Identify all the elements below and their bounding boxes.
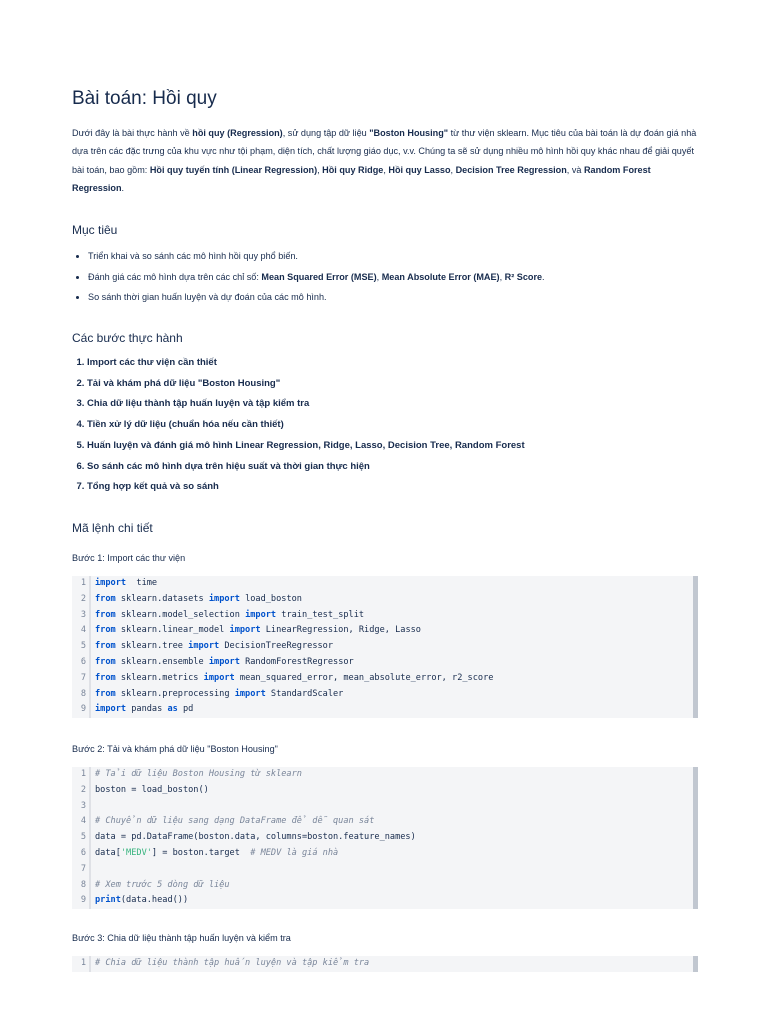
- code-text: [91, 767, 302, 783]
- code-keyword: from: [95, 625, 116, 636]
- line-number: 5: [72, 830, 91, 846]
- code-token: sklearn.tree: [115, 641, 189, 652]
- code-line: [72, 608, 693, 624]
- code-section-heading: Mã lệnh chi tiết: [72, 521, 153, 535]
- line-number: 9: [72, 702, 91, 718]
- code-text: [91, 846, 338, 862]
- code-token: sklearn.metrics: [115, 672, 204, 683]
- code-token: StandardScaler: [265, 688, 344, 699]
- code-token: sklearn.linear_model: [115, 625, 230, 636]
- goal-text: ,: [376, 271, 382, 282]
- code-line: [72, 702, 693, 718]
- code-keyword: from: [95, 656, 116, 667]
- code-line: [72, 862, 693, 878]
- goal-item: [88, 246, 545, 267]
- step-item: 2. Tải và khám phá dữ liệu "Boston Housing": [87, 374, 525, 395]
- line-number: 3: [72, 799, 91, 815]
- intro-text: từ thư viện sklearn. Mục tiêu của bài toán là dự đoán giá nhà dựa trên các đặc trưng của khu vực như tội phạm, diện tích, chất lượng giáo dục, v.v. Chúng ta sẽ sử dụng nhiều mô hình hồi quy khác nhau để giải quyết bài toán, bao gồm:: [72, 128, 697, 175]
- code-token: data[: [95, 847, 121, 858]
- code-comment: # Chia dữ liệu thành tập huấn luyện và tập kiểm tra: [95, 958, 370, 968]
- code-keyword: import: [234, 688, 266, 699]
- line-number: 5: [72, 639, 91, 655]
- code-line: [72, 830, 693, 846]
- code-text: [91, 878, 230, 894]
- code-token: LinearRegression, Ridge, Lasso: [260, 625, 421, 636]
- code-line: [72, 639, 693, 655]
- code-keyword: import: [188, 641, 220, 652]
- code-line: [72, 814, 693, 830]
- intro-text: ,: [450, 164, 456, 175]
- code-token: sklearn.ensemble: [115, 656, 209, 667]
- code-token: RandomForestRegressor: [239, 656, 354, 667]
- line-number: 2: [72, 783, 91, 799]
- line-number: 8: [72, 878, 91, 894]
- line-number: 6: [72, 655, 91, 671]
- code-keyword: from: [95, 641, 116, 652]
- code-keyword: as: [167, 704, 178, 715]
- code-keyword: import: [95, 578, 127, 588]
- code-text: [91, 956, 369, 972]
- goal-item: [88, 267, 545, 288]
- code-text: [91, 639, 333, 655]
- intro-bold: "Boston Housing": [369, 128, 449, 138]
- goal-bold: R² Score: [504, 271, 543, 282]
- intro-bold: Hồi quy Lasso: [388, 164, 451, 175]
- code-line: [72, 655, 693, 671]
- code-line: [72, 893, 693, 909]
- page-title: Bài toán: Hồi quy: [72, 88, 217, 109]
- step2-label: Bước 2: Tải và khám phá dữ liệu "Boston Housing": [72, 744, 278, 754]
- goal-text: So sánh thời gian huấn luyện và dự đoán của các mô hình.: [88, 292, 327, 302]
- line-number: 9: [72, 893, 91, 909]
- code-keyword: print: [95, 895, 121, 906]
- line-number: 1: [72, 576, 91, 592]
- step-item: 3. Chia dữ liệu thành tập huấn luyện và tập kiểm tra: [87, 394, 525, 415]
- code-text: [91, 623, 421, 639]
- intro-bold: Random Forest Regression: [72, 164, 651, 193]
- step-item: 7. Tổng hợp kết quả và so sánh: [87, 477, 525, 498]
- code-text: [91, 576, 157, 592]
- code-comment: # Chuyển dữ liệu sang dạng DataFrame để dễ quan sát: [95, 816, 375, 827]
- code-text: [91, 687, 343, 703]
- steps-list: [72, 353, 525, 498]
- step-item: 4. Tiền xử lý dữ liệu (chuẩn hóa nếu cần thiết): [87, 415, 525, 436]
- code-comment: # MEDV là giá nhà: [250, 847, 339, 858]
- intro-text: .: [121, 182, 125, 193]
- code-keyword: import: [95, 704, 127, 715]
- intro-bold: Decision Tree Regression: [455, 164, 567, 175]
- code-keyword: from: [95, 593, 116, 604]
- code-text: [91, 702, 193, 718]
- step-item: 5. Huấn luyện và đánh giá mô hình Linear Regression, Ridge, Lasso, Decision Tree, Random Forest: [87, 436, 525, 457]
- line-number: 1: [72, 767, 91, 783]
- code-block-step3: [72, 956, 698, 972]
- code-token: train_test_split: [276, 609, 365, 620]
- code-text: [91, 893, 188, 909]
- line-number: 3: [72, 608, 91, 624]
- intro-text: , sử dụng tập dữ liệu: [282, 128, 370, 138]
- code-comment: # Xem trước 5 dòng dữ liệu: [95, 879, 230, 890]
- goal-item: [88, 287, 545, 308]
- code-text: [91, 814, 374, 830]
- code-text: [91, 671, 493, 687]
- code-keyword: import: [208, 656, 240, 667]
- code-token: load_boston: [239, 593, 302, 604]
- goal-bold: Mean Squared Error (MSE): [261, 271, 377, 282]
- intro-text: ,: [383, 164, 389, 175]
- code-token: DecisionTreeRegressor: [219, 641, 334, 652]
- code-block-step1: [72, 576, 698, 718]
- code-token: boston = load_boston(): [95, 784, 209, 795]
- code-string: 'MEDV': [120, 847, 152, 858]
- code-token: pandas: [126, 704, 168, 715]
- code-keyword: from: [95, 609, 116, 620]
- code-text: [91, 799, 95, 815]
- code-text: [91, 862, 95, 878]
- code-line: [72, 576, 693, 592]
- line-number: 1: [72, 956, 91, 972]
- intro-paragraph: [72, 124, 698, 197]
- code-token: pd: [177, 704, 194, 715]
- step3-label: Bước 3: Chia dữ liệu thành tập huấn luyện và kiểm tra: [72, 933, 291, 943]
- goal-bold: Mean Absolute Error (MAE): [381, 271, 500, 282]
- intro-bold: Hồi quy Ridge: [322, 164, 384, 175]
- code-keyword: import: [203, 672, 235, 683]
- code-token: (data.head()): [120, 895, 189, 906]
- code-line: [72, 956, 693, 972]
- goal-text: Đánh giá các mô hình dựa trên các chỉ số:: [88, 271, 262, 282]
- code-text: [91, 830, 416, 846]
- code-line: [72, 671, 693, 687]
- code-line: [72, 687, 693, 703]
- goal-text: .: [542, 271, 545, 282]
- step-item: 1. Import các thư viện cần thiết: [87, 353, 525, 374]
- line-number: 7: [72, 671, 91, 687]
- code-line: [72, 878, 693, 894]
- intro-bold: hồi quy (Regression): [192, 128, 283, 138]
- intro-text: Dưới đây là bài thực hành về: [72, 128, 193, 138]
- code-line: [72, 846, 693, 862]
- code-token: time: [126, 578, 158, 588]
- line-number: 2: [72, 592, 91, 608]
- step-item: 6. So sánh các mô hình dựa trên hiệu suất và thời gian thực hiện: [87, 457, 525, 478]
- code-keyword: import: [229, 625, 261, 636]
- code-token: data = pd.DataFrame(boston.data, columns=boston.feature_names): [95, 832, 416, 843]
- line-number: 4: [72, 814, 91, 830]
- code-line: [72, 623, 693, 639]
- code-block-step2: [72, 767, 698, 909]
- goal-text: ,: [499, 271, 505, 282]
- code-text: [91, 592, 302, 608]
- line-number: 7: [72, 862, 91, 878]
- code-keyword: import: [245, 609, 277, 620]
- step1-label: Bước 1: Import các thư viện: [72, 553, 186, 563]
- intro-text: ,: [317, 164, 323, 175]
- code-token: sklearn.model_selection: [115, 609, 246, 620]
- code-line: [72, 592, 693, 608]
- goal-text: Triển khai và so sánh các mô hình hồi quy phổ biến.: [88, 251, 298, 261]
- code-comment: # Tải dữ liệu Boston Housing từ sklearn: [95, 769, 302, 779]
- code-token: ] = boston.target: [151, 847, 251, 858]
- code-keyword: from: [95, 672, 116, 683]
- line-number: 4: [72, 623, 91, 639]
- code-text: [91, 783, 209, 799]
- code-token: sklearn.datasets: [115, 593, 209, 604]
- code-line: [72, 767, 693, 783]
- steps-heading: Các bước thực hành: [72, 331, 183, 345]
- code-token: mean_squared_error, mean_absolute_error, r2_score: [234, 672, 494, 683]
- intro-text: , và: [566, 164, 584, 175]
- line-number: 6: [72, 846, 91, 862]
- code-line: [72, 799, 693, 815]
- code-token: sklearn.preprocessing: [115, 688, 235, 699]
- goals-list: [72, 246, 545, 308]
- code-text: [91, 608, 364, 624]
- code-text: [91, 655, 354, 671]
- goals-heading: Mục tiêu: [72, 223, 118, 237]
- code-keyword: from: [95, 688, 116, 699]
- intro-bold: Hồi quy tuyến tính (Linear Regression): [149, 164, 318, 175]
- line-number: 8: [72, 687, 91, 703]
- code-line: [72, 783, 693, 799]
- code-keyword: import: [208, 593, 240, 604]
